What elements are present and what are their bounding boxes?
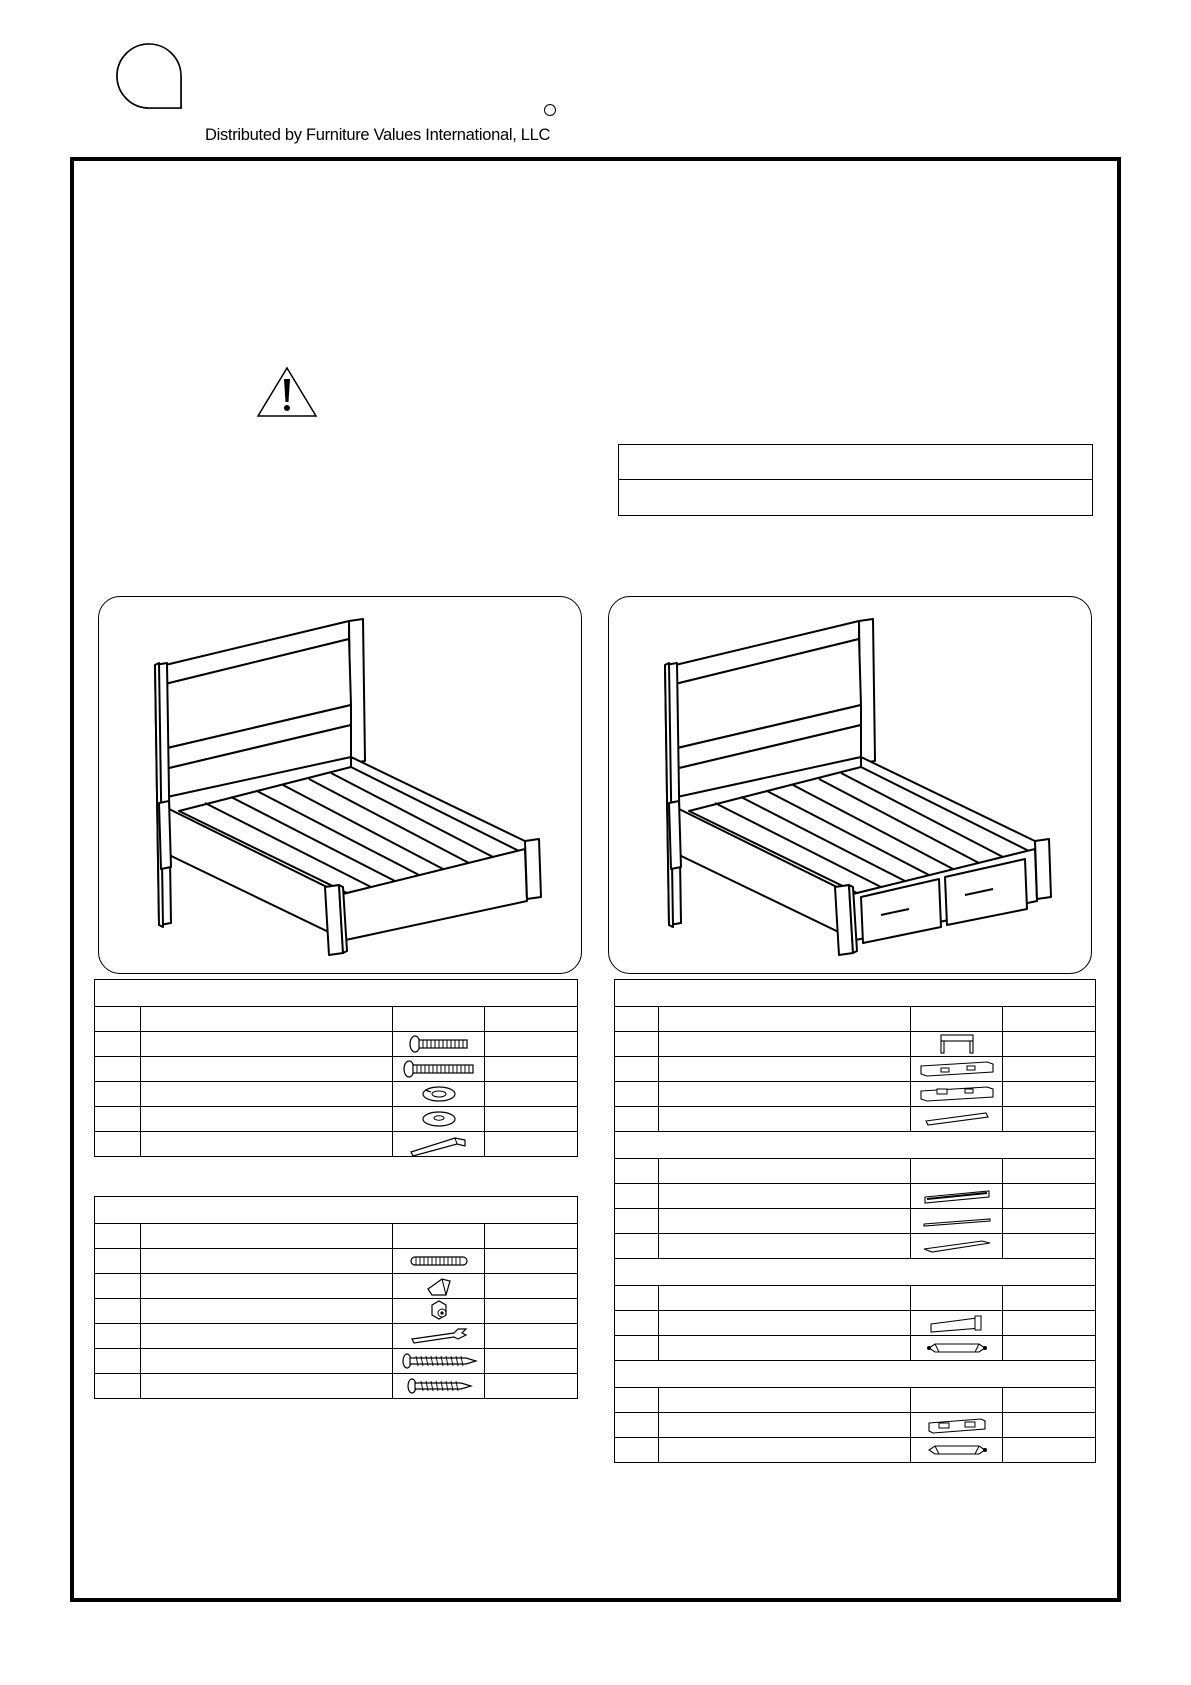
rod-part-icon — [920, 1214, 994, 1228]
table-row — [615, 1336, 1096, 1361]
side-rail-part-alt-icon — [917, 1083, 997, 1105]
table-row — [95, 1324, 578, 1349]
header-cell — [485, 1224, 578, 1249]
flat-board-part-icon — [920, 1237, 994, 1255]
header-cell — [659, 1286, 911, 1311]
table-row — [615, 1082, 1096, 1107]
side-rail-part-icon — [917, 1058, 997, 1080]
header-cell — [911, 1388, 1003, 1413]
spring-icon — [407, 1253, 471, 1269]
info-box — [618, 444, 1093, 516]
table-title — [95, 1197, 578, 1224]
drawer-handle-part-icon — [925, 1441, 989, 1459]
group-title — [615, 1132, 1096, 1159]
group-title — [615, 1361, 1096, 1388]
longer-bolt-icon — [401, 1059, 477, 1079]
bed-with-storage-drawers-illustration — [608, 596, 1092, 974]
info-row — [619, 480, 1092, 515]
headboard-part-icon — [937, 1033, 977, 1055]
table-title — [95, 980, 578, 1007]
table-row — [615, 1234, 1096, 1259]
table-row — [95, 1274, 578, 1299]
registered-mark-icon — [544, 104, 556, 116]
warning-triangle-icon — [256, 366, 318, 418]
table-row — [95, 1132, 578, 1157]
teardrop-logo-icon — [115, 42, 183, 110]
rail-channel-part-icon — [921, 1187, 993, 1205]
header-cell — [485, 1007, 578, 1032]
table-row — [615, 1438, 1096, 1463]
hardware-table-a — [94, 979, 578, 1157]
table-row — [615, 1184, 1096, 1209]
bracket-clip-icon — [424, 1275, 454, 1297]
table-row — [95, 1032, 578, 1057]
header-cell — [911, 1286, 1003, 1311]
header-cell — [615, 1388, 659, 1413]
header-cell — [911, 1007, 1003, 1032]
header-cell — [659, 1388, 911, 1413]
table-row — [615, 1057, 1096, 1082]
group-title — [615, 1259, 1096, 1286]
header-cell — [659, 1007, 911, 1032]
header-cell — [1003, 1286, 1096, 1311]
table-row — [95, 1299, 578, 1324]
distributor-text: Distributed by Furniture Values International, LLC — [205, 126, 551, 144]
header-cell — [1003, 1388, 1096, 1413]
allen-key-icon — [407, 1132, 471, 1156]
table-row — [95, 1057, 578, 1082]
table-row — [615, 1413, 1096, 1438]
table-row — [95, 1249, 578, 1274]
long-screw-icon — [400, 1351, 478, 1371]
header-cell — [141, 1224, 393, 1249]
table-row — [615, 1107, 1096, 1132]
header-cell — [615, 1286, 659, 1311]
short-screw-icon — [405, 1376, 473, 1396]
header-cell — [615, 1159, 659, 1184]
header-cell — [911, 1159, 1003, 1184]
table-row — [615, 1032, 1096, 1057]
parts-table-c — [614, 979, 1096, 1463]
drawer-box-part-icon — [925, 1415, 989, 1435]
header-cell — [141, 1007, 393, 1032]
cap-nut-icon — [426, 1299, 452, 1323]
table-row — [615, 1311, 1096, 1336]
header-cell — [1003, 1007, 1096, 1032]
header-cell — [659, 1159, 911, 1184]
table-row — [95, 1374, 578, 1399]
table-title — [615, 980, 1096, 1007]
footboard-part-icon — [927, 1312, 987, 1334]
drawer-knob-part-icon — [925, 1339, 989, 1357]
header-cell — [95, 1224, 141, 1249]
header-cell — [615, 1007, 659, 1032]
hardware-table-b — [94, 1196, 578, 1399]
spring-washer-icon — [419, 1084, 459, 1104]
bed-without-drawers-illustration — [98, 596, 582, 974]
slat-part-icon — [922, 1109, 992, 1129]
header-cell — [393, 1224, 485, 1249]
info-row — [619, 445, 1092, 480]
table-row — [95, 1082, 578, 1107]
long-bolt-icon — [407, 1034, 471, 1054]
wrench-icon — [406, 1327, 472, 1345]
table-row — [95, 1349, 578, 1374]
header-cell — [1003, 1159, 1096, 1184]
table-row — [95, 1107, 578, 1132]
table-row — [615, 1209, 1096, 1234]
flat-washer-icon — [419, 1109, 459, 1129]
header-cell — [393, 1007, 485, 1032]
header-cell — [95, 1007, 141, 1032]
